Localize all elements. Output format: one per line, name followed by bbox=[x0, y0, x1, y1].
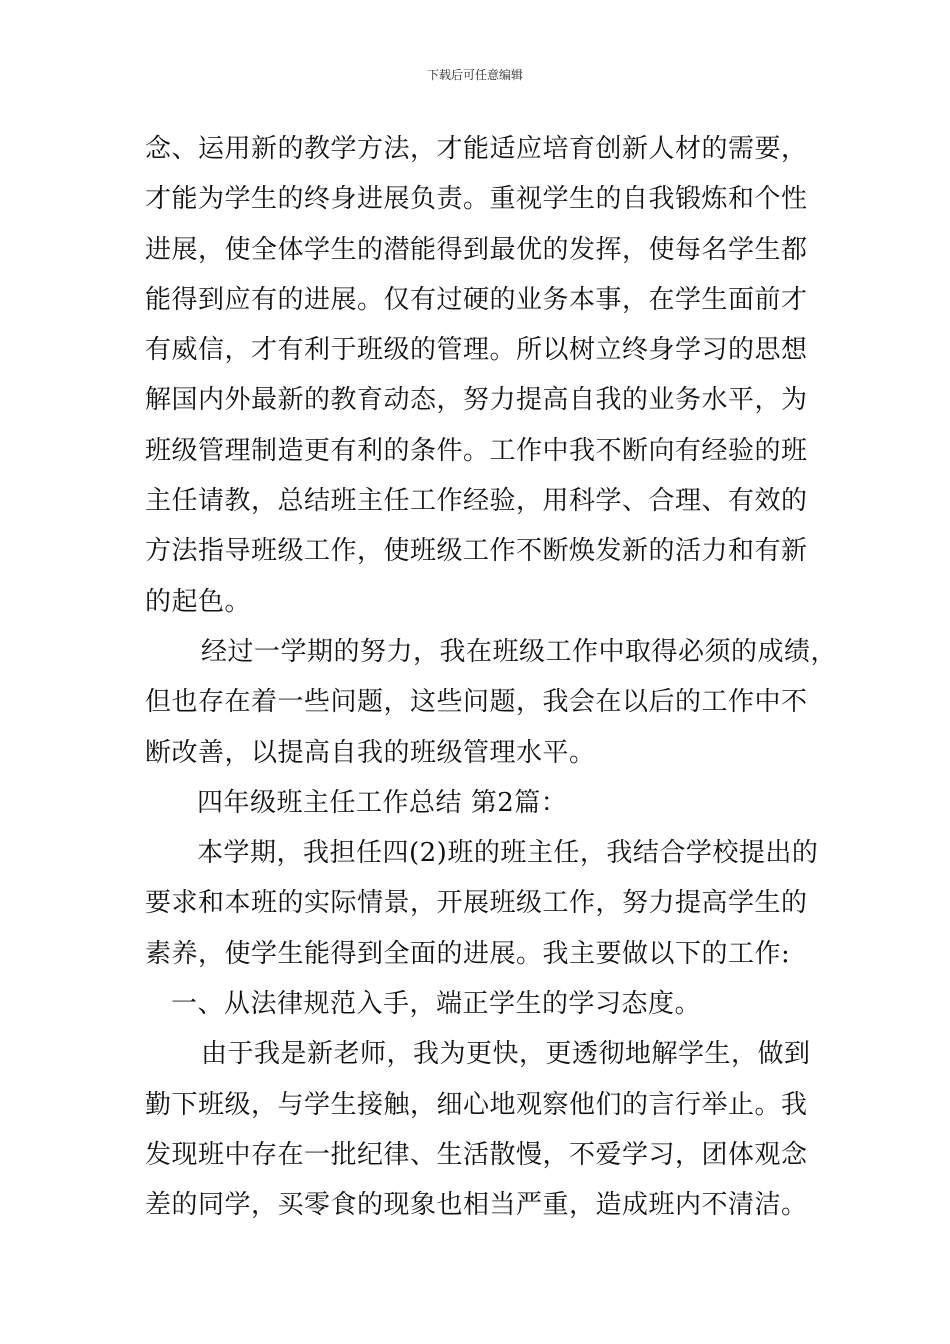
text-line: 勤下班级，与学生接触，细心地观察他们的言行举止。我 bbox=[145, 1089, 808, 1120]
document-body bbox=[145, 124, 838, 1231]
text-line: 主任请教，总结班主任工作经验，用科学、合理、有效的 bbox=[145, 486, 808, 517]
section-heading: 四年级班主任工作总结 第2篇： bbox=[197, 787, 568, 818]
text-line: 发现班中存在一批纪律、生活散慢，不爱学习，团体观念 bbox=[145, 1139, 808, 1170]
text-line: 进展，使全体学生的潜能得到最优的发挥，使每名学生都 bbox=[145, 234, 808, 265]
subsection-heading: 一、从法律规范入手，端正学生的学习态度。 bbox=[171, 989, 702, 1020]
text-line: 但也存在着一些问题，这些问题，我会在以后的工作中不 bbox=[145, 687, 808, 718]
text-line: 才能为学生的终身进展负责。重视学生的自我锻炼和个性 bbox=[145, 184, 808, 215]
text-line: 班级管理制造更有利的条件。工作中我不断向有经验的班 bbox=[145, 435, 808, 466]
text-line: 素养，使学生能得到全面的进展。我主要做以下的工作: bbox=[145, 938, 791, 969]
paragraph-start-line: 由于我是新老师，我为更快，更透彻地解学生，做到 bbox=[201, 1039, 811, 1070]
text-line: 念、运用新的教学方法，才能适应培育创新人材的需要， bbox=[145, 134, 808, 164]
text-line: 的起色。 bbox=[145, 586, 252, 617]
text-line: 方法指导班级工作，使班级工作不断焕发新的活力和有新 bbox=[145, 536, 808, 567]
text-line: 要求和本班的实际情景，开展班级工作，努力提高学生的 bbox=[145, 888, 808, 919]
page-header: 下载后可任意编辑 bbox=[426, 68, 523, 82]
paragraph-start-line: 本学期，我担任四(2)班的班主任，我结合学校提出的 bbox=[197, 838, 819, 869]
text-line: 有威信，才有利于班级的管理。所以树立终身学习的思想 bbox=[145, 335, 808, 366]
text-line: 断改善，以提高自我的班级管理水平。 bbox=[145, 737, 596, 768]
text-line: 差的同学，买零食的现象也相当严重，造成班内不清洁。 bbox=[145, 1190, 808, 1221]
paragraph-start-line: 经过一学期的努力，我在班级工作中取得必须的成绩， bbox=[201, 636, 838, 667]
text-line: 解国内外最新的教育动态，努力提高自我的业务水平，为 bbox=[145, 385, 808, 416]
text-line: 能得到应有的进展。仅有过硬的业务本事，在学生面前才 bbox=[145, 284, 808, 315]
